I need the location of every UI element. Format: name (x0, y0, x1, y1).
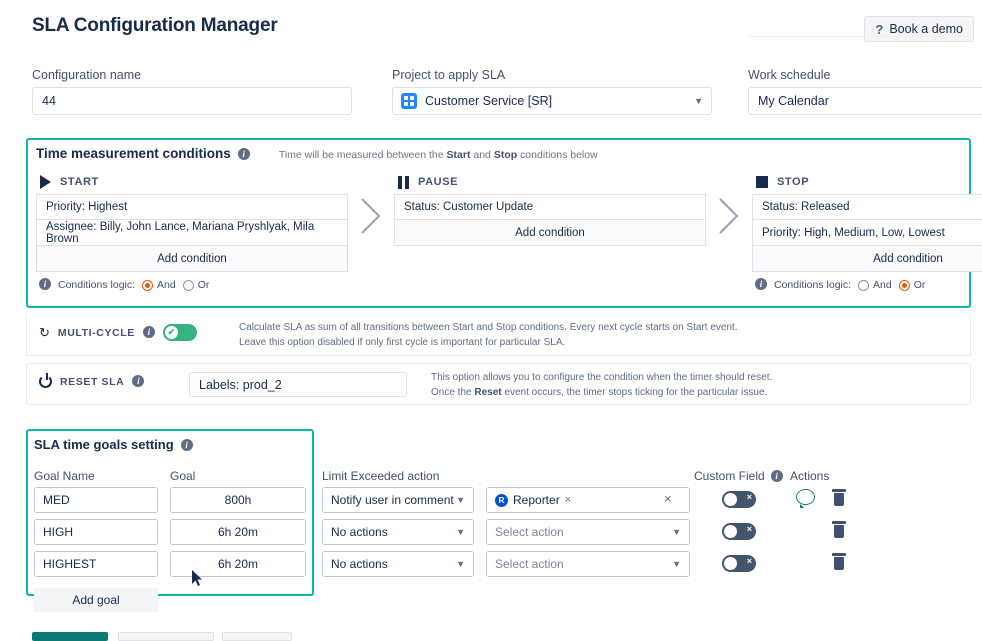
multi-cycle-left (39, 324, 197, 341)
custom-field-toggle[interactable] (722, 555, 756, 572)
goal-value-input[interactable]: 800h (170, 487, 306, 513)
configuration-name-label: Configuration name (32, 68, 142, 82)
stop-logic-and-radio[interactable]: And (858, 279, 892, 291)
project-label: Project to apply SLA (392, 68, 506, 82)
start-logic-or-radio[interactable]: Or (183, 279, 210, 291)
pause-add-condition-button[interactable]: Add condition (394, 220, 706, 246)
start-conditions-logic (36, 279, 348, 291)
stop-icon (756, 176, 768, 188)
header-goal-name: Goal Name (34, 469, 95, 483)
arrow-start-to-pause-icon (358, 196, 384, 236)
toggle-off-mark: × (746, 492, 752, 502)
pause-header (394, 170, 706, 194)
goal-name-input[interactable]: HIGH (34, 519, 158, 545)
work-schedule-input[interactable]: My Calendar (748, 87, 982, 115)
goal-name-input[interactable]: HIGHEST (34, 551, 158, 577)
start-add-condition-button[interactable]: Add condition (36, 246, 348, 272)
reset-sla-description: This option allows you to configure the condition when the timer should reset. Once the Reset event occurs, the timer stops ticking for the particular issue. (431, 372, 773, 398)
toggle-knob (724, 557, 737, 570)
start-logic-and-radio[interactable]: And (142, 279, 176, 291)
header-actions: Actions (790, 469, 830, 483)
book-a-demo-label: Book a demo (889, 22, 963, 36)
chevron-down-icon: ▼ (694, 95, 703, 106)
goal-name-input[interactable]: MED (34, 487, 158, 513)
cancel-button[interactable] (222, 632, 292, 641)
stop-add-condition-button[interactable]: Add condition (752, 246, 982, 272)
info-icon[interactable]: i (181, 439, 193, 451)
action-target-select[interactable] (486, 487, 690, 513)
work-schedule-label: Work schedule (748, 68, 831, 82)
project-field (392, 68, 712, 115)
stop-header (752, 170, 982, 194)
reset-sla-condition-input[interactable]: Labels: prod_2 (189, 372, 407, 397)
help-icon: ? (875, 21, 884, 37)
save-button[interactable] (32, 632, 108, 641)
info-icon[interactable]: i (238, 148, 250, 160)
cycle-icon: ↻ (39, 324, 50, 340)
reset-sla-row (26, 363, 971, 405)
reporter-chip: R Reporter × (495, 493, 571, 507)
power-icon (39, 375, 52, 388)
toggle-knob (724, 525, 737, 538)
limit-exceeded-action-select[interactable]: No actions ▼ (322, 551, 474, 577)
chevron-down-icon: ▼ (456, 494, 465, 505)
stop-conditions-logic (752, 279, 982, 291)
radio-dot-icon (142, 280, 153, 291)
reset-sla-label: RESET SLA (60, 375, 125, 388)
stop-logic-label: Conditions logic: (774, 279, 852, 291)
play-icon (40, 175, 51, 189)
project-value: Customer Service [SR] (425, 94, 553, 108)
radio-dot-icon (858, 280, 869, 291)
time-measurement-section (26, 138, 971, 308)
configuration-name-input[interactable]: 44 (32, 87, 352, 115)
start-column (36, 170, 348, 291)
toggle-knob (724, 493, 737, 506)
reset-sla-left (39, 375, 144, 388)
multi-cycle-label: MULTI-CYCLE (57, 326, 135, 339)
chevron-down-icon: ▼ (672, 558, 681, 569)
delete-icon[interactable] (832, 521, 846, 538)
delete-icon[interactable] (832, 489, 846, 506)
chevron-down-icon: ▼ (456, 526, 465, 537)
comment-icon[interactable] (796, 489, 815, 505)
work-schedule-field (748, 68, 982, 115)
custom-field-toggle[interactable] (722, 523, 756, 540)
avatar: R (495, 494, 508, 507)
start-condition-row[interactable]: Assignee: Billy, John Lance, Mariana Pryshlyak, Mila Brown (36, 220, 348, 246)
book-a-demo-button[interactable] (864, 16, 974, 42)
pause-condition-row[interactable]: Status: Customer Update (394, 194, 706, 220)
time-measurement-hint: Time will be measured between the Start and Stop conditions below (278, 149, 598, 161)
time-measurement-header (36, 146, 598, 161)
info-icon[interactable]: i (132, 375, 144, 387)
action-target-select[interactable]: Select action ▼ (486, 519, 690, 545)
info-icon[interactable]: i (771, 470, 783, 482)
header-divider (748, 36, 968, 37)
chevron-down-icon: ▼ (456, 558, 465, 569)
form-footer (32, 632, 452, 641)
limit-exceeded-action-select[interactable]: Notify user in comment ▼ (322, 487, 474, 513)
action-target-select[interactable]: Select action ▼ (486, 551, 690, 577)
toggle-off-mark: × (746, 556, 752, 566)
stop-condition-row[interactable]: Priority: High, Medium, Low, Lowest (752, 220, 982, 246)
header-custom-field: Custom Field i (694, 469, 783, 483)
multi-cycle-toggle[interactable] (163, 324, 197, 341)
page-header (0, 0, 982, 56)
time-measurement-title: Time measurement conditions (36, 146, 231, 161)
remove-chip-icon[interactable]: × (564, 494, 572, 506)
arrow-pause-to-stop-icon (716, 196, 742, 236)
limit-exceeded-action-select[interactable]: No actions ▼ (322, 519, 474, 545)
multi-cycle-row (26, 314, 971, 356)
custom-field-toggle[interactable] (722, 491, 756, 508)
stop-logic-or-radio[interactable]: Or (899, 279, 926, 291)
pause-icon (398, 176, 409, 189)
add-goal-button[interactable]: Add goal (34, 588, 158, 612)
sla-time-goals-title: SLA time goals setting i (34, 437, 193, 452)
start-condition-row[interactable]: Priority: Highest (36, 194, 348, 220)
chevron-down-icon: ▼ (672, 526, 681, 537)
multi-cycle-description: Calculate SLA as sum of all transitions between Start and Stop conditions. Every next cycle starts on Start event. Leave this option disabled if only first cycle is important for particular SLA. (239, 322, 738, 348)
info-icon[interactable]: i (755, 278, 767, 290)
goal-value-input[interactable]: 6h 20m (170, 551, 306, 577)
project-select[interactable] (392, 87, 712, 115)
pause-column (394, 170, 706, 246)
page-title: SLA Configuration Manager (32, 15, 278, 36)
start-logic-label: Conditions logic: (58, 279, 136, 291)
delete-icon[interactable] (832, 553, 846, 570)
clear-select-icon[interactable]: × (664, 491, 672, 506)
header-limit-exceeded-action: Limit Exceeded action (322, 469, 440, 483)
info-icon[interactable]: i (143, 326, 155, 338)
pause-label: PAUSE (418, 176, 459, 188)
toggle-off-mark: × (746, 524, 752, 534)
secondary-button[interactable] (118, 632, 214, 641)
stop-label: STOP (777, 176, 810, 188)
start-label: START (60, 176, 99, 188)
project-avatar-icon (401, 93, 417, 109)
radio-dot-icon (899, 280, 910, 291)
stop-column (752, 170, 982, 291)
goal-value-input[interactable]: 6h 20m (170, 519, 306, 545)
configuration-name-field (32, 68, 352, 115)
toggle-knob: ✔ (165, 326, 178, 339)
mouse-cursor-icon (192, 570, 204, 587)
radio-dot-icon (183, 280, 194, 291)
start-header (36, 170, 348, 194)
stop-condition-row[interactable]: Status: Released (752, 194, 982, 220)
info-icon[interactable]: i (39, 278, 51, 290)
header-goal: Goal (170, 469, 196, 483)
